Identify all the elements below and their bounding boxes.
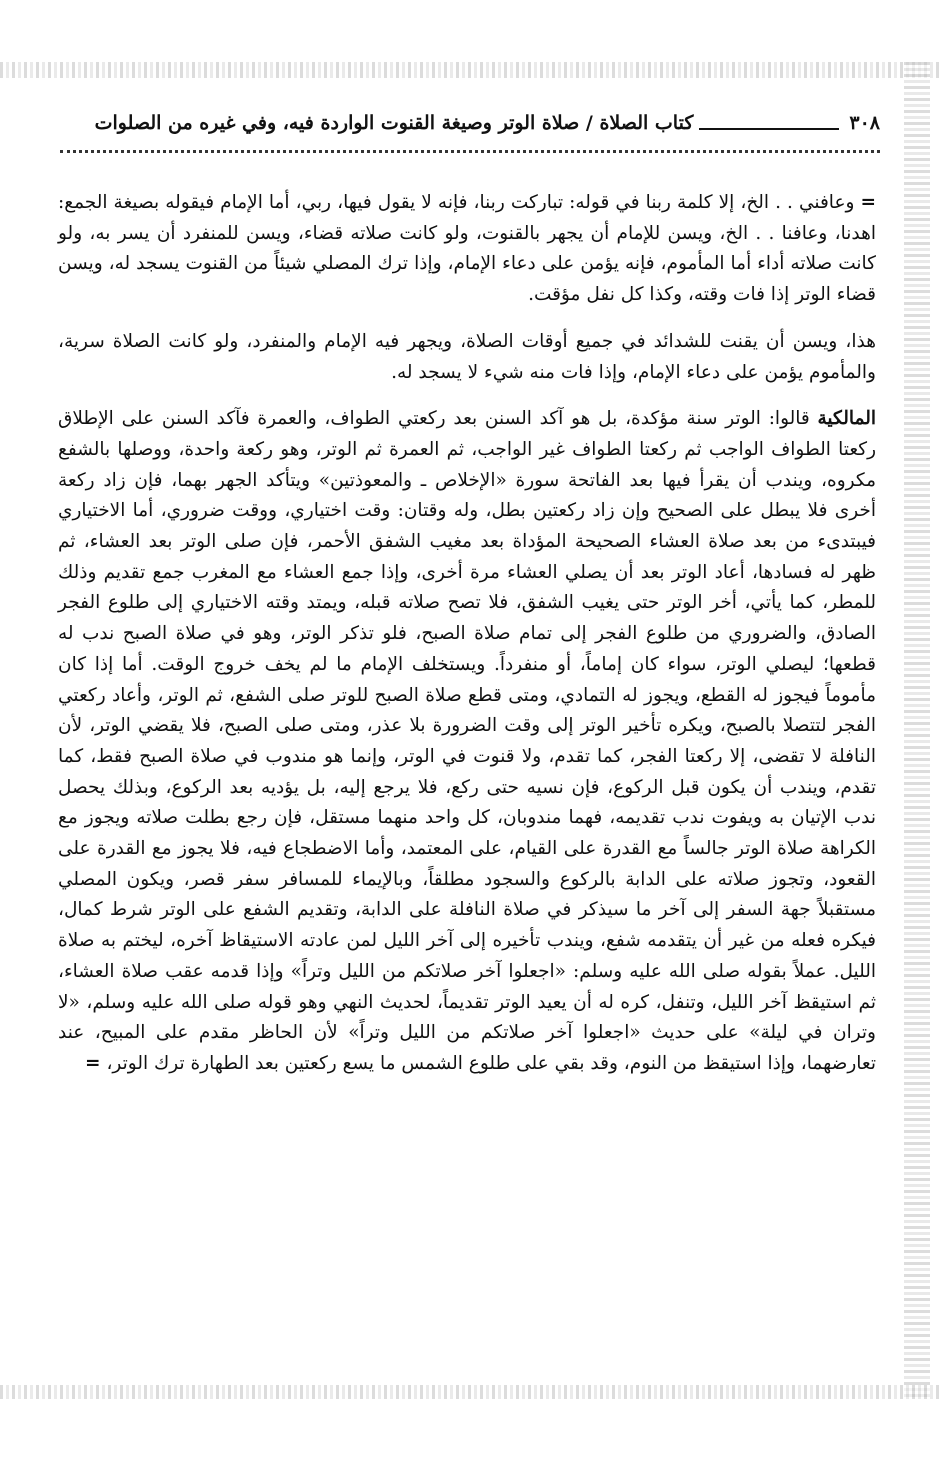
continuation-mark-start: = (860, 192, 876, 213)
ornamental-border-right (904, 62, 930, 1399)
page-number: ٣٠٨ (849, 112, 880, 134)
paragraph-text: وعافني . . الخ، إلا كلمة ربنا في قوله: تباركت ربنا، فإنه لا يقول فيها، ربي، أما الإمام فيقوله بصيغة الجمع: اهدنا، وعافنا . . الخ، ويسن للإمام أن يجهر بالقنوت، ولو كانت صلاته قضاء، ويسن للمنفرد أن يسر به، ولو كانت صلاته أداء أما المأموم، فإنه يؤمن على دعاء الإمام، وإذا ترك المصلي شيئاً من القنوت يسجد له، ويسن قضاء الوتر إذا فات وقته، وكذا كل نفل مؤقت. (58, 192, 876, 306)
paragraph-continued (58, 188, 876, 311)
paragraph (58, 327, 876, 388)
ornamental-border-bottom (0, 1385, 940, 1399)
page-header (60, 108, 880, 138)
running-title: كتاب الصلاة / صلاة الوتر وصيغة القنوت الواردة فيه، وفي غيره من الصلوات (94, 112, 694, 134)
paragraph-malikiyya (58, 404, 876, 1079)
ornamental-border-top (0, 62, 940, 78)
page-body (58, 188, 876, 1080)
continuation-mark-end: = (85, 1052, 101, 1074)
header-rule (699, 116, 839, 130)
header-dotted-separator (60, 150, 880, 153)
school-term: المالكية (817, 408, 876, 430)
paragraph-text: هذا، ويسن أن يقنت للشدائد في جميع أوقات الصلاة، ويجهر فيه الإمام والمنفرد، ولو كانت الصلاة سرية، والمأموم يؤمن على دعاء الإمام، وإذا فات منه شيء لا يسجد له. (58, 330, 876, 383)
paragraph-text: قالوا: الوتر سنة مؤكدة، بل هو آكد السنن بعد ركعتي الطواف، والعمرة فآكد السنن على الإطلاق ركعتا الطواف الواجب ثم ركعتا الطواف غير الواجب، ثم العمرة ثم الوتر، وهو ركعة واحدة، ووصلها بالشفع مكروه، ويندب أن يقرأ فيها بعد الفاتحة سورة «الإخلاص ـ والمعوذتين» ويتأكد الجهر بهما، فإن زاد ركعة أخرى فلا يبطل على الصحيح وإن زاد ركعتين بطل، وله وقتان: وقت اختياري، ووقت ضروري، أما الاختياري فيبتدىء من بعد صلاة العشاء الصحيحة المؤداة بعد مغيب الشفق الأحمر، فإن صلى الوتر بعد العشاء، ثم ظهر له فسادها، أعاد الوتر بعد أن يصلي العشاء مرة أخرى، وإذا جمع العشاء مع المغرب جمع تقديم وذلك للمطر، كما يأتي، أخر الوتر حتى يغيب الشفق، فلا تصح صلاته قبله، ويمتد وقته الاختياري إلى طلوع الفجر الصادق، والضروري من طلوع الفجر إلى تمام صلاة الصبح، فلو تذكر الوتر، وهو في صلاة الصبح ندب له قطعها؛ ليصلي الوتر، سواء كان إماماً، أو منفرداً. ويستخلف الإمام ما لم يخف خروج الوقت. أما إذا كان مأموماً فيجوز له القطع، ويجوز له التمادي، ومتى قطع صلاة الصبح للوتر صلى الشفع، ثم الوتر، وأعاد ركعتي الفجر لتتصلا بالصبح، ويكره تأخير الوتر إلى وقت الضرورة بلا عذر، ومتى صلى الصبح، فلا يقضي الوتر، لأن النافلة لا تقضى، إلا ركعتا الفجر، كما تقدم، ولا قنوت في الوتر، وإنما هو مندوب في صلاة الصبح فقط، كما تقدم، ويندب أن يكون قبل الركوع، فإن نسيه حتى ركع، فلا يرجع إليه، بل يؤديه بعد الركوع، وبذلك يحصل ندب الإتيان به ويفوت ندب تقديمه، فهما مندوبان، كل واحد منهما مستقل، فإن رجع بطلت صلاته ويجوز مع الكراهة صلاة الوتر جالساً مع القدرة على القيام، على المعتمد، وأما الاضطجاع فيه، فلا يجوز مع القدرة على القعود، وتجوز صلاته على الدابة بالركوع والسجود مطلقاً، وبالإيماء للمسافر سفر قصر، ويكون المصلي مستقبلاً جهة السفر إلى آخر ما سيذكر في صلاة النافلة على الدابة، وتقديم الشفع على الوتر شرط كمال، فيكره فعله من غير أن يتقدمه شفع، ويندب تأخيره إلى آخر الليل لمن عادته الاستيقاظ آخره، ليختم به صلاة الليل. عملاً بقوله صلى الله عليه وسلم: «اجعلوا آخر صلاتكم من الليل وتراً» وإذا قدمه عقب صلاة العشاء، ثم استيقظ آخر الليل، وتنفل، كره له أن يعيد الوتر تقديماً، لحديث النهي وهو قوله صلى الله عليه وسلم، «لا وتران في ليلة» على حديث «اجعلوا آخر صلاتكم من الليل وتراً» لأن الحاظر مقدم على المبيح، عند تعارضهما، وإذا استيقظ من النوم، وقد بقي على طلوع الشمس ما يسع ركعتين بعد الطهارة ترك الوتر، (58, 408, 876, 1074)
